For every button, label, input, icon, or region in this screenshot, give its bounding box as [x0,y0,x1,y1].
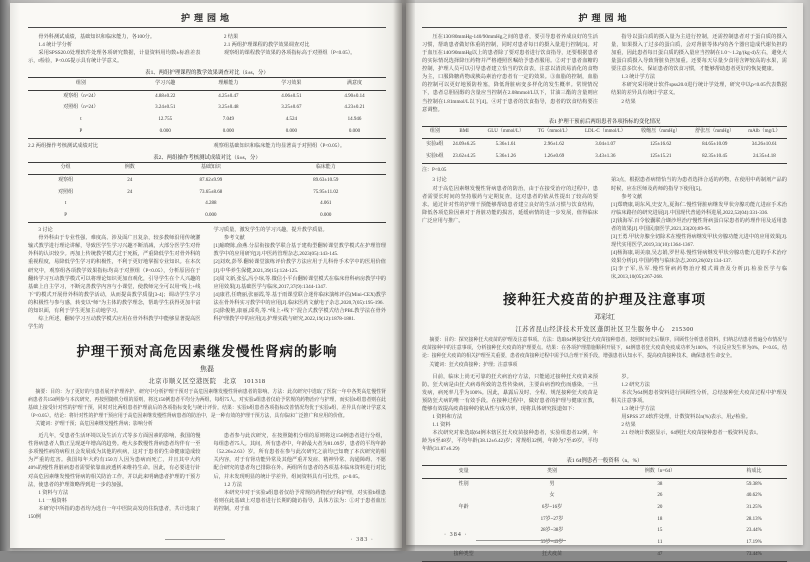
discussion-right-column [214,226,387,331]
paragraph: 2.1 两组护理课程的教学效果调查对比 [223,42,310,49]
table-row [422,491,787,503]
footer-rule [476,540,566,541]
table-cell: P [79,128,83,134]
paragraph: 骨外科测试成绩，基础知识和临床能力，各100分。 [38,34,156,40]
table-cell: 18 [657,516,663,522]
keywords: 关键词：狂犬疫苗接种；护理；注意事项 [429,362,518,368]
discussion-section [422,176,787,281]
column-header: 满意度 [323,78,386,91]
article-body [422,373,787,454]
keywords: 关键词：护理干预；高危因素继发慢性肾病；影响分析 [35,422,153,428]
column-header: 收缩压（mmHg） [634,126,688,139]
table-cell: 0.000 [159,128,171,134]
article-author: 焦磊 [200,365,214,373]
table-cell: 4.06±0.51 [281,93,302,99]
paragraph: 2.1 经统计数据显示，64例狂犬疫苗接种患者一般资料见表1。 [621,430,762,437]
table-row [28,175,386,187]
table-cell [422,491,505,503]
table-cell: 28.13% [746,516,762,522]
table-cell: 4.23±0.21 [344,105,365,111]
paragraph: 1.2 研究方法 [621,381,650,388]
table-cell: 75.95±11.02 [313,189,339,195]
paragraph: 1.3 统计学方法 [621,74,656,81]
table-cell: 5.36±1.26 [495,153,516,159]
table-cell: 26 [657,493,663,499]
top-right-column [611,33,787,114]
column-header: GLU（mmol/L） [480,126,531,139]
table-row [422,549,787,561]
references-heading: 参考文献 [621,193,643,200]
paragraph: 患者参与此次研究，在按照随机分组的原则将这150例患者进行分组，每组患者75人。其间，所有患者中，年龄最大者为81.09岁，患者的平均年龄（52.26±2.63）岁。所有患者在参与此次研究之前均已知晓了本次研究的相关内容，对于有肾功能异常及其他严重并发症、精神异常、沟通障碍、不愿配合研究的患者均已排除在外。两组所有患者的各项基本临床资料进行对比后，并未发现明显的统计学差异，组间资料具有可比性，p>0.05。 [213,433,386,480]
paragraph: 压在130/80mmHg-140/90mmHg之间的患者，要引导患者养成良好的生活习惯，帮助患者做好体重的控制，同时对患者每日的摄入量进行控制[3]。对于血压在140/90mmHg以上的患者除了要对患者进行饮食指导，还要根据患者的实际情况选择降压药物并严格遵照医嘱给予患者服用。②对于患者血糖的控制，护理人员可以引导患者建立恰当的饮食表，注意以清淡易消化的食物为主，口服降糖药物或胰岛素治疗患者有一定的效果。③血脂的控制，血脂的控制可以更好地预防栓塞，降低肾脏病变多样化的发生概率。常规情况下，患者总胆固醇的含量应当控制在2.08mmol/L以下，甘油三酯的含量则应当控制在1.81mmol/L以下[4]。④对于患者的饮食指导，患者的饮食结构要注意调整。 [422,34,598,113]
table-cell: 23.62±4.25 [452,153,476,159]
table-cell: 73.65±8.68 [199,189,223,195]
table-cell: t [80,116,82,122]
column-header: BMI [448,126,481,139]
table-row [422,502,787,514]
table-cell: P [64,213,67,219]
table-cell: 82.35±10.45 [702,153,728,159]
article-title: 护理干预对高危因素继发慢性肾病的影响 [76,344,338,359]
table1-caption: 表1、两组护理课程的教学效果调查对比（x̄±s，分） [145,70,269,77]
table-cell: 2.96±1.62 [544,141,565,147]
discussion-left-column [422,176,598,281]
paragraph: [5]李子军,丛军.慢性肾病药物治疗模式调查及分析[J].检验医学与临床,2013,10(05):267-268. [611,266,787,281]
article-affiliation: 江苏省昆山经济技术开发区蓬朗社区卫生服务中心 215300 [515,326,694,334]
column-header: 例数 [103,162,156,175]
top-left-column [422,33,598,114]
table-cell: 31.25% [746,504,762,510]
column-header: 理解能力 [197,78,260,91]
article-affiliation: 北京市顺义区空港医院 北京 101318 [148,378,266,385]
article-body [28,432,386,521]
table-indicators [422,126,787,164]
paragraph: 1 资料与方法 [38,489,69,496]
paragraph: 2 结果 [223,34,239,40]
column-header: 基础知识 [156,162,265,175]
paragraph: 综上所述，翻转学习互动教学模式应用在骨外科教学中能够显著提高医学生的 [28,315,201,330]
table-cell: 15 [657,528,663,534]
column-header: 组别 [422,126,448,139]
footer-rule [165,539,225,540]
mid-section [28,142,386,150]
page-gutter-shadow [393,0,415,551]
table-cell: 0.000 [320,213,332,219]
paragraph: 近几年，受患者生活环境以及生活方式等多方面因素的影响，我国的慢性肾病患者人数正呈现逐年增高的趋势。绝大多数慢性肾病患者均伴有一至多项慢性病的病程且会发展成为其他的疾病，这对于患者的生命健康造成较为严重的危害。我国每年大约有150万人因为患病而死亡，并且其中大约40%的慢性肾脏病患者需要依靠血液透析来维持生命。因此，有必要进行针对高危因素继发慢性肾病的相关防治工作，并以此来明确患者护理的干预方法，使患者的护理策略得到进一步的加强。 [28,433,201,488]
paragraph: [4]康君,任晓丽,张丽霞,等.基于雨课堂联合迷你临床演练评估(Mini-CEX)教学法在骨外科实习教学中的应用[J].临床医药文献电子杂志,2020,7(05):195-196. [213,291,386,306]
section-2-2-heading: 2.2 两组操作考核测试成绩对比 [28,142,99,149]
table-cell: 对照组 [58,189,74,195]
table-cell: 0.000 [222,128,234,134]
body-right-column [214,432,387,521]
paragraph: 本研究中所指的患者均为选自一年中医院高发的住院患者，共计选取了150例 [28,505,201,520]
table-cell: 年龄 [458,504,469,510]
paragraph: 指导以蛋白质的摄入量为主进行控制，还需控制患者对于蛋白质的摄入量，如果摄入了过多的蛋白质，会对肾脏等体内的各个器官造成代谢负担的加重，因此患者每日蛋白质的摄入量应当控制在1.0～1.2g/(kg·d)左右，避免大量蛋白质摄入导致肾脏负担加重。还要每天尽量少食用含钾较高的水果，需要注意多饮水，保证患者的饮食习惯，才能够帮助患者更好的恢复健康。 [611,34,787,73]
paragraph: [2]钱海军.百令胶囊联合缬沙坦治疗慢性肾病蛋白尿患者的药理作用及适用患者的效果[J].中国民康医学,2021,33(20):89-95. [611,217,787,232]
table-cell: 24.35±4.18 [752,153,776,159]
table-cell: 观察组（n=24） [63,93,99,99]
table-cell: 87.62±9.99 [199,178,223,184]
table-row [28,103,386,115]
table-header-row [28,162,386,175]
paragraph: 3 讨论 [432,177,447,184]
body-left-column [422,373,598,454]
table-cell: 4.25±0.47 [218,93,239,99]
table-caption: 表1 64例患者一般资料（n，%） [566,458,643,465]
table-cell: 接种类型 [453,551,474,557]
article-title: 接种狂犬疫苗的护理及注意事项 [503,292,706,308]
table-test-scores [28,162,386,223]
column-header: 组别 [28,78,134,91]
paragraph: 1.4 统计学分析 [38,42,73,49]
table-cell: 5.36±1.61 [495,141,516,147]
table-cell: 28岁~38岁 [540,528,564,534]
column-header: mAlb（mg/L） [742,126,787,139]
column-header: 舒张压（mmHg） [688,126,742,139]
table-cell: 实验b组 [426,153,444,159]
paragraph: 岁。 [621,373,632,380]
table-cell: 73.44% [746,551,762,557]
table-row [28,90,386,102]
table-cell: 3.04±1.07 [595,141,616,147]
table-cell [103,211,156,223]
table-cell: 24 [127,178,133,184]
table-cell: 23.44% [746,528,762,534]
table-cell: 3.24±0.51 [155,105,176,111]
article-abstract [422,337,787,369]
page-384 [406,3,803,557]
paragraph: 1.3 统计学方法 [621,405,656,412]
reference-list [214,242,387,323]
table-cell: 对照组（n=24） [63,105,99,111]
paragraph: 目前，临床上尚无可靠的狂犬病治疗方法，只能通过接种狂犬疫苗来预防。狂犬病是由狂犬病毒所致的急性传染病，主要由病兽咬伤而感染，一旦发病，病死率几乎为100%。因此，暴露后及时、全程、规范接种狂犬疫苗是预防狂犬病的唯一有效手段。在接种过程中，做好患者的护理与健康宣教，能够有效提高疫苗接种的依从性与成功率，现将具体研究报道如下： [422,373,598,412]
paragraph: 2 结果 [621,422,636,428]
column-header: LDL-C（mmol/L） [577,126,634,139]
discussion-section [28,226,386,331]
column-header: 例数（n=64） [599,466,721,479]
paragraph: [3]王勇.甲状旁腺全切除术在慢性肾病继发甲状旁腺功能亢进中的应用效果[J].现代实用医学,2019,31(10):1364-1367. [611,233,787,248]
table-row [28,126,386,138]
table-cell: 性别 [458,481,469,487]
table-cell: 24 [127,189,133,195]
table-teaching-effect [28,77,386,138]
table-cell: 39岁~49岁 [540,539,564,545]
paragraph: 2 结果 [621,98,636,105]
table-cell: 125±16.62 [649,141,672,147]
discussion-continuation: 第3点，根据患者病情恰当的为患者选择合适的药物，在使用中药制剂产品的时候，应在医师及药师的指导下使用[5]。 [611,177,787,192]
paragraph: [1]郑晓康,胡东风,史安九,夏海仁.慢性肾脏病继发甲状旁腺功能亢进症手术治疗临床路径的研究进展[J].中国现代普通外科进展,2022,52(04):331-336. [611,201,787,216]
paragraph: 1.1 一般资料 [38,497,67,504]
column-header: 变量 [422,466,505,479]
table-cell: 狂犬疫苗 [542,551,563,557]
paragraph: 本次为64例患者资料进行回顾性分析，总结接种狂犬疫苗过程中护理及相关注意事项。 [611,389,787,404]
column-header: 临床能力 [266,162,386,175]
top-section [422,33,787,114]
table-cell: 1.26±0.69 [544,153,565,159]
paragraph: 本研究采用统计软件spss20.0进行统计学处理，研究中以p<0.05代表数据结果的差异具有统计学意义。 [611,82,787,97]
table-cell: 4.288 [205,201,217,207]
table-cell: 17.19% [746,539,762,545]
paragraph: [1]喻晓陈,俞燕.分层衔接教学联合基于建构型翻转课堂教学模式在护理管理教学中的应用研究[J].中医药管理杂志,2023(05):143-145. [213,243,386,258]
table-cell: 4.88±0.22 [155,93,176,99]
table-cell: 38 [657,481,663,487]
paragraph: [2]刘欢,彭琴.翻转课堂演练评价教学方法应用于儿科骨手术学中的医用价值[J].中华养生保健,2021,39(15):124-125. [213,259,386,274]
table-cell: 0.000 [348,128,361,134]
discussion-left-column [28,226,201,331]
references-heading: 参考文献 [223,235,245,242]
paragraph: [3]周文新,张弘,冯小琼,等.微信小平台翻转课堂模式在临床骨科病房教学中的应用效果[J].基础医学与临床,2017,37(9):1344-1347. [213,275,386,290]
table-cell: 11 [657,539,663,545]
column-header: 学习效果 [260,78,323,91]
paragraph: [4]杨海康,胡美康,吴志娟,罗世易.慢性肾病继发甲状旁腺功能亢进的手术治疗效果分析[J].中国药物与临床杂志,2019,26(02):134-137. [611,250,787,265]
table-cell: 男 [549,481,555,487]
result-2-2-text: 观察组基础知识和临床能力均显著高于对照组（P<0.05）。 [213,142,346,149]
table-row [28,211,386,223]
table-cell: 0.000 [205,213,217,219]
paragraph: 1 资料和方法 [432,413,463,420]
paragraph: 骨外科由于专业性强、难度高、涉及面广且复杂，较多教师沿用传统灌输式教学进行理论讲解，导致医学生学习兴趣不断消减，大部分医学生对骨外科的认识较少。再加上传统教学模式过于死板，严重降低学生对骨外科的重视程度，易降低学生学习的积极性，不利于更好地掌握专业知识。在本次研究中，观察组各项教学效果指标均高于对照组（P<0.05），分析原因在于翻转学习互动教学模式可以将理论知识更加直观化，引导学生在个人兴趣的基础上自主学习，不断完善教学内容与小课堂，使教师完全可以用“线上+线下”的模式开展骨外科的教学活动，从而提高教学质量[3-4]；调动学生学习的积极性与参与感，转变以“师”为主体的教学理念，帮助学生获得更加丰富的知识面，有利于学生更加主动地学习。 [28,235,201,314]
page-number: · 383 · [350,536,374,543]
table-header-row [422,466,787,479]
table-row [28,114,386,126]
paragraph: 观察组的课程教学效果的各项指标高于对照组（P<0.05）。 [223,50,356,57]
table-row [422,526,787,538]
column-header: 分组 [28,162,103,175]
top-left-column [28,33,201,65]
page-number: · 384 · [444,531,468,538]
body-right-column [611,373,787,454]
table-cell: 0.000 [285,128,298,134]
reference-list [611,201,787,282]
paragraph: 1.2 方法 [223,481,243,488]
table-cell: 89.63±10.59 [313,178,339,184]
table-cell [422,514,505,526]
table-cell: 4.524 [285,116,298,122]
paragraph: 用SPSS 27.0软件处理，计数资料以n(%)表示，用χ²检验。 [621,413,751,420]
top-section [28,33,386,65]
discussion-right-column [611,176,787,281]
paragraph: 本次研究对象选取64例本辖区狂犬疫苗接种患者，实验组患者32例，年龄为6至48岁，平均年龄(38.12±6.42)岁；常规组32例，年龄为7至49岁，平均年龄(31.87±6.29) [422,430,598,453]
column-header: 类别 [505,466,599,479]
paragraph: 3 讨论 [38,227,53,234]
table-cell: 6岁~16岁 [541,504,563,510]
table-cell: 40.62% [746,493,762,499]
table-cell: 20 [657,504,663,510]
table-cell: 3.25±0.67 [281,105,302,111]
table-patient-profile [422,465,787,562]
top-right-column [214,33,387,65]
table-cell: 3.25±0.48 [218,105,239,111]
paragraph: 采用SPSS20.0处理软件处理各项研究数据，计量资料用均数±标准差表示，t检验，P<0.05提示具有统计学意义。 [28,50,201,65]
table-cell: 17岁~27岁 [540,516,564,522]
table-cell: 59.38% [746,481,762,487]
table-note: 注：P<0.05 [422,167,447,173]
table-row [422,139,787,151]
article-abstract [28,389,386,429]
table-cell: 84.65±10.09 [702,141,728,147]
table-cell [103,199,156,211]
table-cell: 女 [549,493,555,499]
page-header-title: 护理园地 [422,11,787,28]
table-cell: 实验a组 [426,141,444,147]
table-cell: 14.946 [347,116,362,122]
table-cell: 125±15.21 [649,153,672,159]
paragraph: [5]徐俊艳,康丽,邱英,等.“线上+线下”混合式教学模式结合PBL教学法在骨外科护理教学中的应用[J].护理实践与研究,2022,19(12):1878-1881. [213,307,386,322]
table-caption: 表1 护理干预前后两组患者各项指标的变化情况 [548,118,661,125]
table-cell: 4.061 [320,201,332,207]
table-header-row [28,78,386,91]
table-cell: 7.049 [222,116,234,122]
column-header: 学习兴趣 [134,78,197,91]
table-cell: 24.09±6.25 [452,141,476,147]
paragraph: 对于高危因素继发慢性肾病患者的防治，由于在接受治疗的过程中，患者需要长时间的坚持服药与定期复查，这对患者的依从性提出了较高的要求。通过针对性的护理干预能够帮助患者建立良好的生活习惯与饮食结构，降低各项危险因素对于肾脏功能的损害，延缓病情的进一步发展，值得临床广泛应用与推广。 [422,185,598,224]
abstract-text: 摘要：目的：探究接种狂犬疫苗的护理及注意事项。方法：选取64例接受狂犬疫苗接种患者，按照时间先后顺序，回顾性分析患者资料，归纳总结患者普遍分布情况与疫苗接种中的注意事项，分析接种狂犬疫苗的护理要点。结果：在各项护理措施顺利开展下，64例患者狂犬疫苗免疫成功率为100%，不良反应发生率为0%，P<0.05。结论：接种狂犬疫苗的相关护理至关重要，患者疫苗接种过程中需予以合理干预手段，增强患者认知水平，提高疫苗接种技术，确保患者生命安全。 [422,338,787,359]
table-cell: 4.90±0.14 [344,93,365,99]
table-row [422,478,787,490]
paragraph: 本研究中对于实验a组患者仅给予常规的药物治疗和护理，对实验b组患者则在此基础上对患者进行长期的随访指导，具体方法为：①对于患者血压的控制，对于血 [213,489,386,512]
discussion-continuation: 学习质量，激发学生的学习兴趣，提升教学质量。 [213,227,328,234]
table-row [28,187,386,199]
body-left-column [28,432,201,521]
table-row [422,514,787,526]
abstract-text: 摘要：目的：为了更好的与患者展开护理养护，研究中分析护理干预对于高危因素继发慢性肾病患者的影响。方法：此次研究中选取了医院一年中各类高危慢性肾病患者共150例参与本次研究，再按照随机分组的原则，将这150例患者平均分为两组，每组75人。对实验a组患者仅给予常规的药物治疗与护理，而实验b组患者则在此基础上接受针对性的护理干预，同时对比两组患者护理前后的各项指标变化与统计评价。结果：实验b组患者各项指标改善情况均优于实验a组，差异具有统计学意义（P<0.05）。结论：将针对性的护理干预应用于高危因素继发慢性肾病患者的防治中，是一种有效的护理干预方法，具有临床广泛推广和应用的价值。 [28,390,386,419]
table-row [422,151,787,163]
table-header-row [422,126,787,139]
column-header: 构成比 [721,466,787,479]
article-author: 邓彩红 [594,313,615,322]
table-cell: t [64,201,67,207]
table-cell: 47 [657,551,663,557]
table-cell: 3.43±1.36 [595,153,616,159]
table-cell: 观察组 [58,178,74,184]
table-cell: 12.755 [158,116,173,122]
column-header: TG（mmol/L） [531,126,577,139]
table-row [28,199,386,211]
paragraph: 1.1 资料 [432,422,451,428]
table-cell: 34.26±10.61 [751,141,777,147]
page-383 [10,3,402,548]
page-header-title: 护理园地 [28,11,386,28]
table2-caption: 表2、两组操作考核测试成绩对比（x̄±s，分） [153,154,261,161]
